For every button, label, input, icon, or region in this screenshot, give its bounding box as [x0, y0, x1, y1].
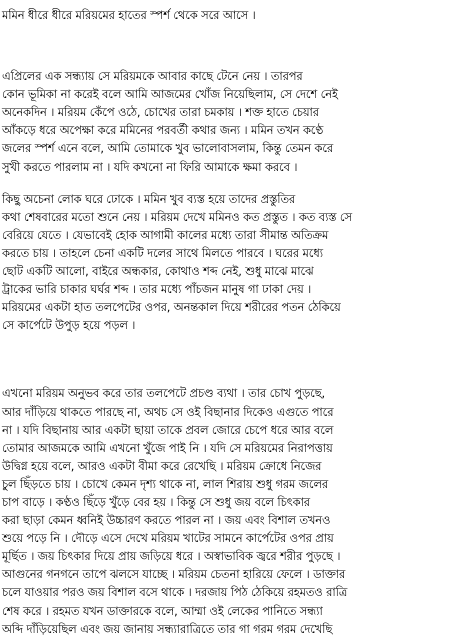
text-line: শেষ করে । রহমত যখন ডাক্তারকে বলে, আম্মা ওই লেকের পানিতে সন্ধ্যা — [2, 603, 323, 618]
paragraph-spacer — [0, 176, 456, 190]
text-line: সে কার্পেটে উপুড় হয়ে পড়ল । — [2, 318, 136, 333]
text-line: কিছু অচেনা লোক ঘরে ঢোকে । মমিন খুব ব্যস্ত হয়ে তাদের প্রস্তুতির — [2, 191, 296, 206]
text-line: আঁকড়ে ধরে অপেক্ষা করে মমিনের পরবর্তী কথার জন্য । মমিন তখন কণ্ঠে — [2, 123, 324, 138]
text-line: শুয়ে পড়ে নি । দৌড়ে এসে দেখে মরিয়ম খাটের সামনে কার্পেটের ওপর প্রায় — [2, 531, 334, 546]
text-line: এপ্রিলের এক সন্ধ্যায় সে মরিয়মকে আবার কাছে টেনে নেয় । তারপর — [2, 69, 303, 84]
paragraph-1 — [0, 6, 456, 24]
text-line: আর দাঁড়িয়ে থাকতে পারছে না, অথচ সে ওই বিছানার দিকেও এগুতে পারে — [2, 404, 334, 419]
text-line: ট্রাকের ভারি চাকার ঘর্ঘর শব্দ । তার মধ্যে পাঁচজন মানুষ গা ঢাকা দেয় । — [2, 282, 312, 297]
text-line: উদ্বিগ্ন হয়ে বলে, আরও একটা বীমা করে রেখেছি । মরিয়ম ক্রোধে নিজের — [2, 458, 322, 473]
text-line: জলের স্পর্শ এনে বলে, আমি তোমাকে খুব ভালোবাসলাম, কিন্তু তেমন করে — [2, 141, 334, 156]
paragraph-spacer — [0, 334, 456, 384]
text-line: না । যদি বিছানায় আর একটা ছায়া তাকে প্রবল জোরে চেপে ধরে আর বলে — [2, 422, 334, 437]
paragraph-3 — [0, 190, 456, 335]
paragraph-4 — [0, 384, 456, 637]
text-line: আগুনের গনগনে তাপে ঝলসে যাচ্ছে । মরিয়ম চেতনা হারিয়ে ফেলে । ডাক্তার — [2, 567, 346, 582]
text-line: অব্দি দাঁড়িয়েছিল এবং জয় জানায় সন্ধ্যারাত্রিতে তার গা গরম গরম দেখেছি — [2, 621, 333, 636]
text-line: তোমার আজমকে আমি এখনো খুঁজে পাই নি । যদি সে মরিয়মের নিরাপত্তায় — [2, 440, 333, 455]
text-line: মমিন ধীরে ধীরে মরিয়মের হাতের স্পর্শ থেকে সরে আসে । — [2, 8, 256, 22]
text-line: কোন ভূমিকা না করেই বলে আমি আজমের খোঁজ নিয়েছিলাম, সে দেশে নেই — [2, 87, 338, 102]
text-line: চুল ছিঁড়তে চায় । চোখে কেমন দৃশ্য থাকে না, লাল শিরায় শুধু গরম জলের — [2, 476, 328, 491]
text-line: এখনো মরিয়ম অনুভব করে তার তলপেটে প্রচণ্ড ব্যথা । তার চোখ পুড়ছে, — [2, 386, 326, 401]
text-line: করতে চায় । তাহলে চেনা একটি দলের সাথে মিলতে পারবে । ঘরের মধ্যে — [2, 245, 323, 260]
text-line: ছোট একটি আলো, বাইরে অন্ধকার, কোথাও শব্দ নেই, শুধু মাঝে মাঝে — [2, 264, 314, 279]
text-line: বেরিয়ে যেতে । যেভাবেই হোক আগামী কালের মধ্যে তারা সীমান্ত অতিক্রম — [2, 227, 329, 242]
text-line: মূর্ছিত । জয় চিৎকার দিয়ে প্রায় জড়িয়ে ধরে । অস্বাভাবিক জ্বরে শরীর পুড়ছে । — [2, 549, 341, 564]
text-line: কথা শেষবারের মতো শুনে নেয় । মরিয়ম দেখে মমিনও কত প্রস্তুত । কত ব্যস্ত সে — [2, 209, 352, 224]
text-line: করা ছাড়া কেমন ধ্বনিই উচ্চারণ করতে পারল না । জয় এবং বিশাল তখনও — [2, 513, 331, 528]
text-line: মরিয়মের একটা হাত তলপেটের ওপর, অনন্তকাল দিয়ে শরীরের পতন ঠেকিয়ে — [2, 300, 341, 315]
text-line: সুখী করতে পারলাম না । যদি কখনো না ফিরি আমাকে ক্ষমা করবে । — [2, 159, 298, 174]
paragraph-2 — [0, 67, 456, 176]
paragraph-spacer — [0, 24, 456, 67]
text-line: চলে যাওয়ার পরও জয় বিশাল বসে থাকে । দরজায় পিঠ ঠেকিয়ে রহমতও রাত্রি — [2, 585, 348, 600]
text-line: চাপ বাড়ে । কণ্ঠও ছিঁড়ে খুঁড়ে বের হয় । কিন্তু সে শুধু জয় বলে চিৎকার — [2, 494, 310, 509]
text-line: অনেকদিন । মরিয়ম কেঁপে ওঠে, চোখের তারা চমকায় । শক্ত হাতে চেয়ার — [2, 105, 319, 120]
